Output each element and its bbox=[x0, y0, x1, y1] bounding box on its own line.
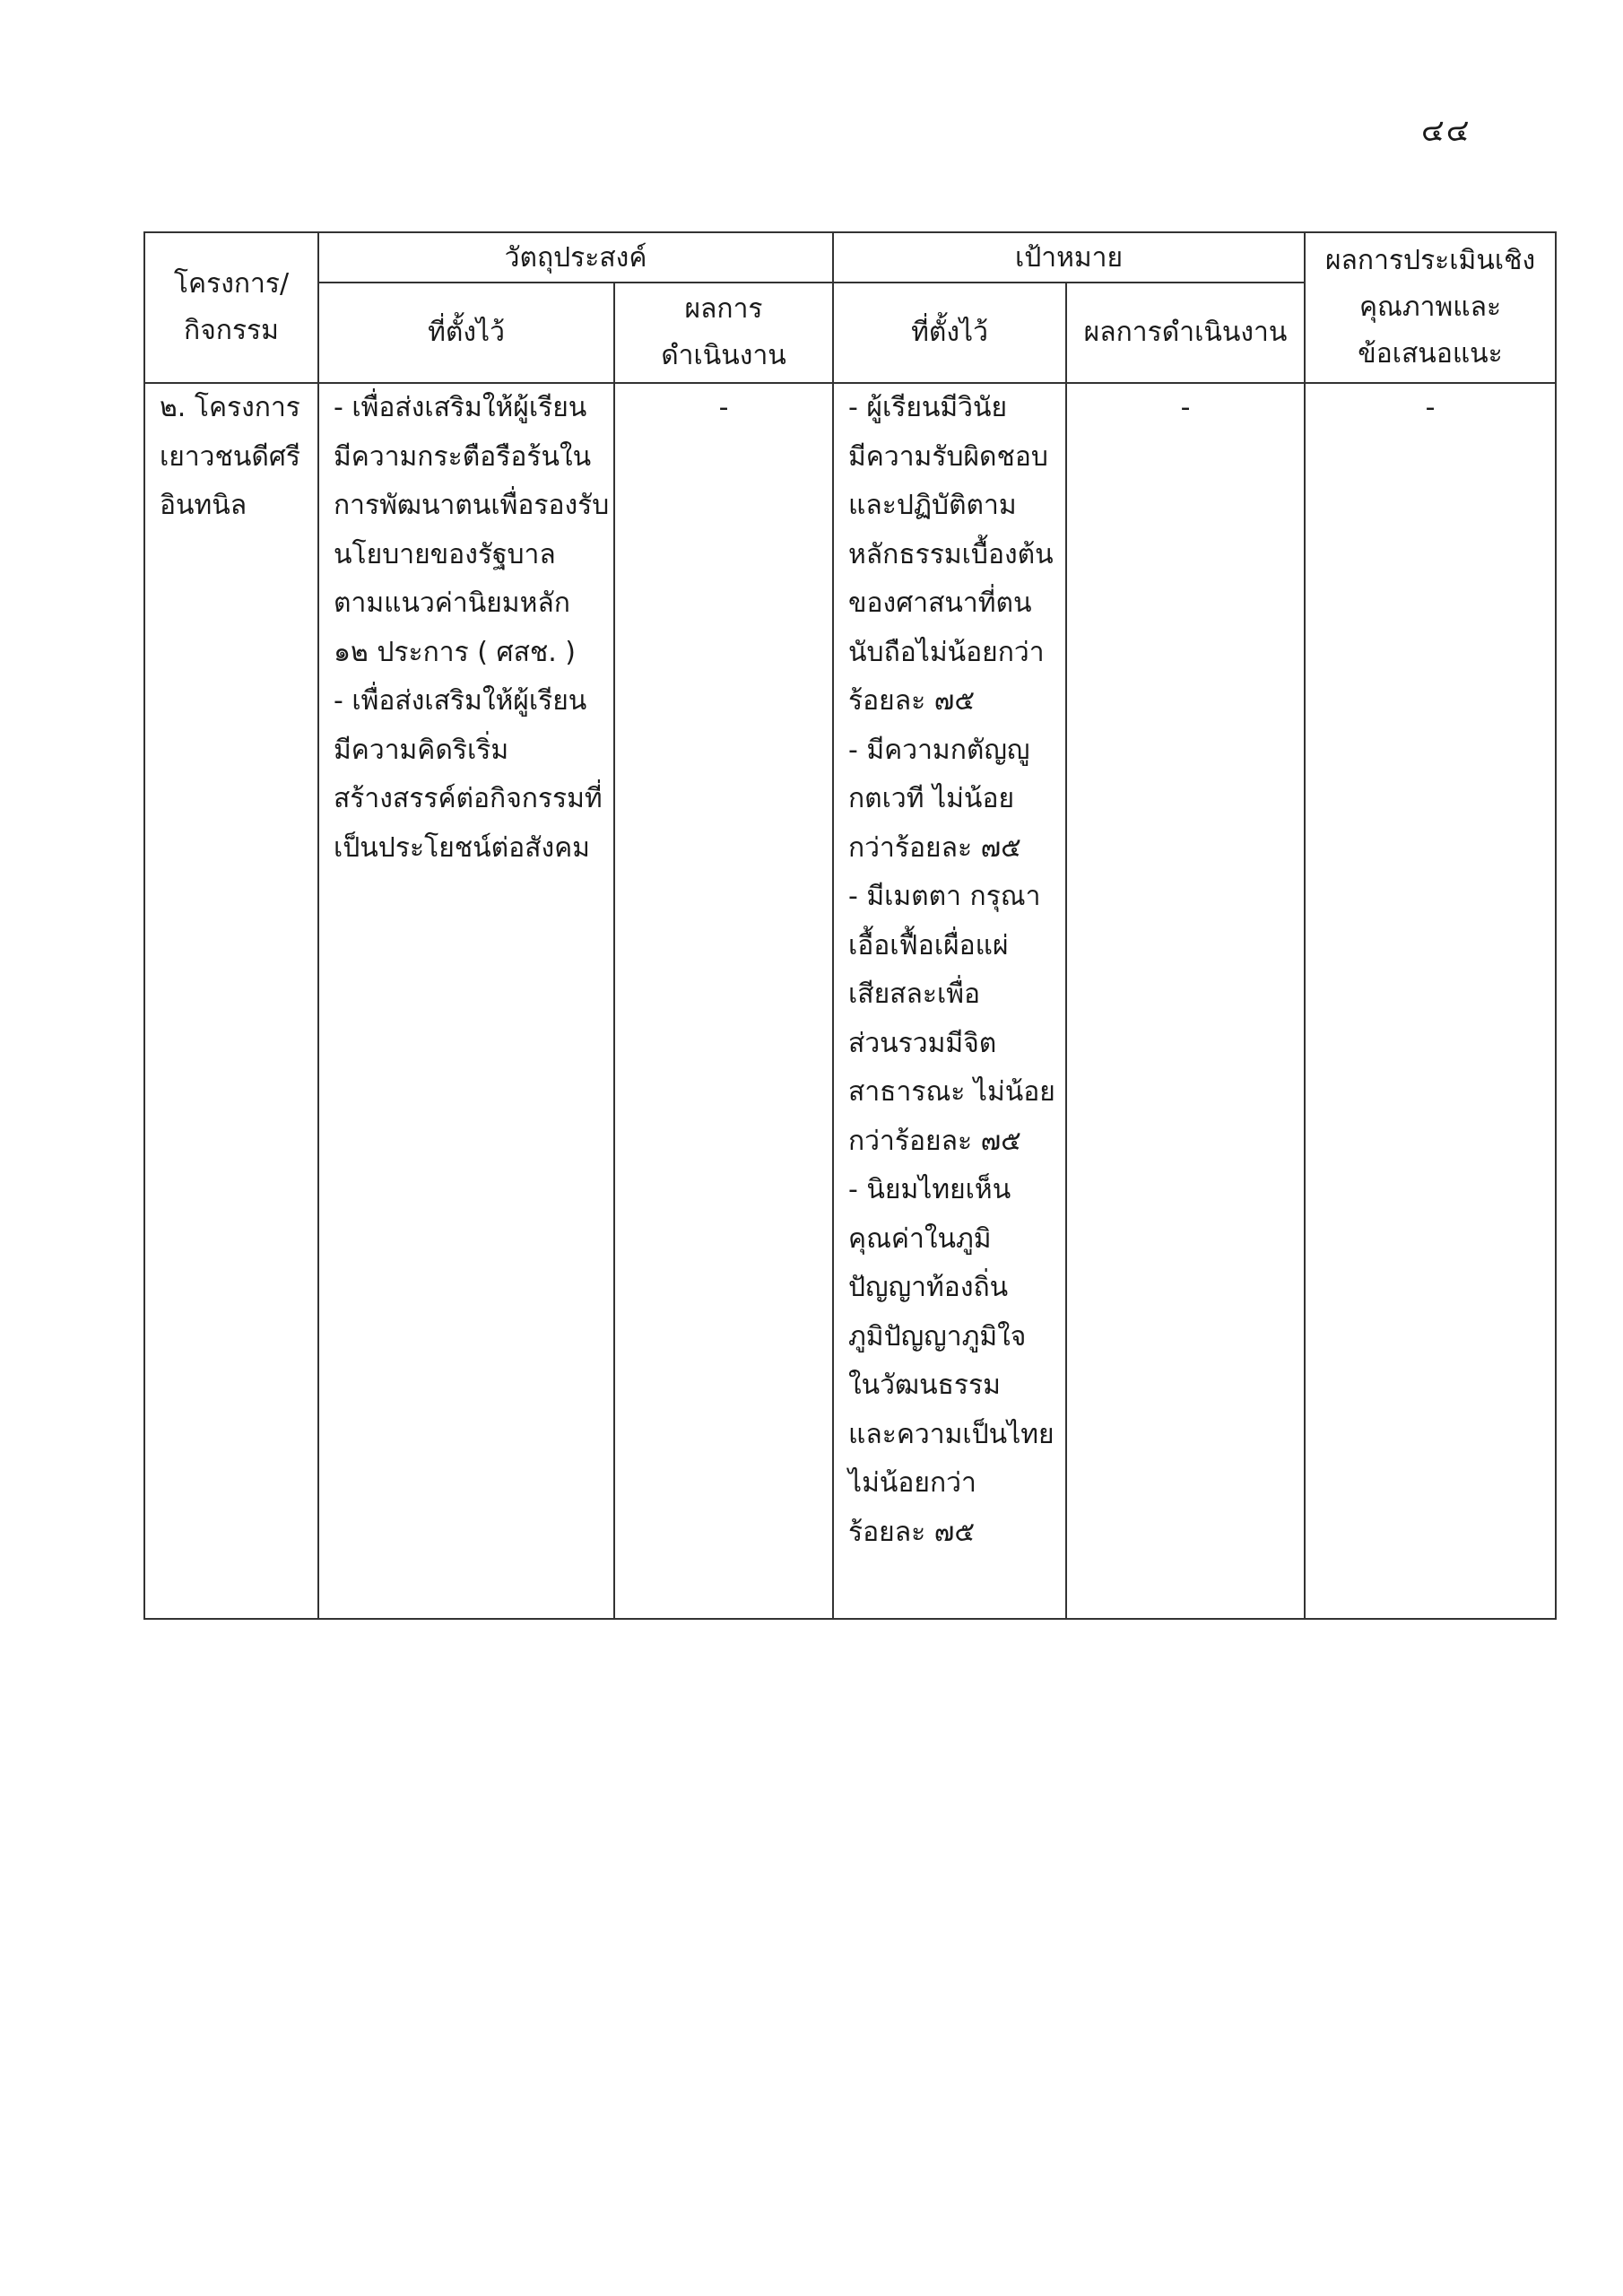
header-program-line-1: โครงการ/ bbox=[173, 268, 290, 300]
target-line: ส่วนรวมมีจิต bbox=[848, 1027, 997, 1059]
target-result-value: - bbox=[1180, 392, 1191, 423]
cell-target-result bbox=[1066, 383, 1305, 1619]
target-line: และปฏิบัติตาม bbox=[848, 490, 1017, 521]
target-line: ปัญญาท้องถิ่น bbox=[848, 1272, 1009, 1303]
target-line: เอื้อเฟื้อเผื่อแผ่ bbox=[848, 929, 1009, 961]
program-line-1: ๒. โครงการ bbox=[160, 392, 300, 423]
target-line: สาธารณะ ไม่น้อย bbox=[848, 1076, 1055, 1108]
target-line: นับถือไม่น้อยกว่า bbox=[848, 636, 1045, 668]
target-line: ภูมิปัญญาภูมิใจ bbox=[848, 1320, 1027, 1352]
target-line: หลักธรรมเบื้องต้น bbox=[848, 538, 1054, 570]
header-objective-result bbox=[614, 283, 833, 383]
cell-evaluation bbox=[1305, 383, 1556, 1619]
target-line: กว่าร้อยละ ๗๕ bbox=[848, 1125, 1021, 1157]
table-row bbox=[144, 383, 1556, 1619]
cell-program bbox=[144, 383, 318, 1619]
objective-line: เป็นประโยชน์ต่อสังคม bbox=[334, 831, 590, 864]
header-evaluation-line-1: ผลการประเมินเชิง bbox=[1324, 245, 1536, 276]
objective-line: มีความคิดริเริ่ม bbox=[334, 734, 509, 766]
objective-line: สร้างสรรค์ต่อกิจกรรมที่ bbox=[334, 783, 603, 814]
objective-line: ๑๒ ประการ ( ศสช. ) bbox=[334, 636, 577, 668]
header-objective-result-line-2: ดำเนินงาน bbox=[661, 340, 786, 371]
cell-objective-result bbox=[614, 383, 833, 1619]
objective-line: - เพื่อส่งเสริมให้ผู้เรียน bbox=[334, 685, 587, 717]
header-target-result: ผลการดำเนินงาน bbox=[1066, 283, 1305, 383]
objective-line: นโยบายของรัฐบาล bbox=[334, 538, 556, 570]
evaluation-value: - bbox=[1425, 392, 1436, 423]
target-line: คุณค่าในภูมิ bbox=[848, 1222, 992, 1255]
target-line: ร้อยละ ๗๕ bbox=[848, 1516, 976, 1548]
header-program bbox=[144, 232, 318, 383]
target-line: - มีความกตัญญู bbox=[848, 734, 1030, 766]
header-evaluation bbox=[1305, 232, 1556, 383]
header-evaluation-line-2: คุณภาพและ bbox=[1358, 291, 1502, 323]
target-line: ในวัฒนธรรม bbox=[848, 1370, 1001, 1401]
objective-line: - เพื่อส่งเสริมให้ผู้เรียน bbox=[334, 392, 587, 423]
program-line-3: อินทนิล bbox=[160, 490, 247, 521]
target-line: - ผู้เรียนมีวินัย bbox=[848, 392, 1008, 423]
header-row-top bbox=[144, 232, 1556, 283]
header-objective-result-line-1: ผลการ bbox=[684, 293, 763, 325]
objective-line: มีความกระตือรือร้นใน bbox=[334, 440, 592, 473]
target-line: และความเป็นไทย bbox=[848, 1418, 1055, 1450]
target-line: - นิยมไทยเห็น bbox=[848, 1174, 1011, 1205]
target-line: กตเวที ไม่น้อย bbox=[848, 783, 1015, 814]
target-line: ของศาสนาที่ตน bbox=[848, 587, 1032, 619]
header-objective: วัตถุประสงค์ bbox=[318, 232, 833, 283]
objective-result-value: - bbox=[718, 392, 729, 423]
program-line-2: เยาวชนดีศรี bbox=[160, 440, 301, 473]
page-number: ๔๔ bbox=[1421, 113, 1471, 149]
cell-target-set bbox=[833, 383, 1066, 1619]
target-line: - มีเมตตา กรุณา bbox=[848, 881, 1041, 912]
target-line: กว่าร้อยละ ๗๕ bbox=[848, 831, 1021, 864]
target-line: เสียสละเพื่อ bbox=[848, 978, 981, 1010]
cell-objective-set bbox=[318, 383, 614, 1619]
header-objective-set: ที่ตั้งไว้ bbox=[318, 283, 614, 383]
header-program-line-2: กิจกรรม bbox=[184, 315, 279, 346]
target-line: ไม่น้อยกว่า bbox=[848, 1467, 976, 1499]
objective-line: ตามแนวค่านิยมหลัก bbox=[334, 587, 570, 619]
target-line: มีความรับผิดชอบ bbox=[848, 440, 1048, 473]
objective-line: การพัฒนาตนเพื่อรองรับ bbox=[334, 490, 610, 521]
header-target: เป้าหมาย bbox=[833, 232, 1305, 283]
header-evaluation-line-3: ข้อเสนอแนะ bbox=[1358, 338, 1503, 370]
evaluation-table bbox=[143, 231, 1557, 1620]
header-target-set: ที่ตั้งไว้ bbox=[833, 283, 1066, 383]
target-line: ร้อยละ ๗๕ bbox=[848, 685, 976, 717]
